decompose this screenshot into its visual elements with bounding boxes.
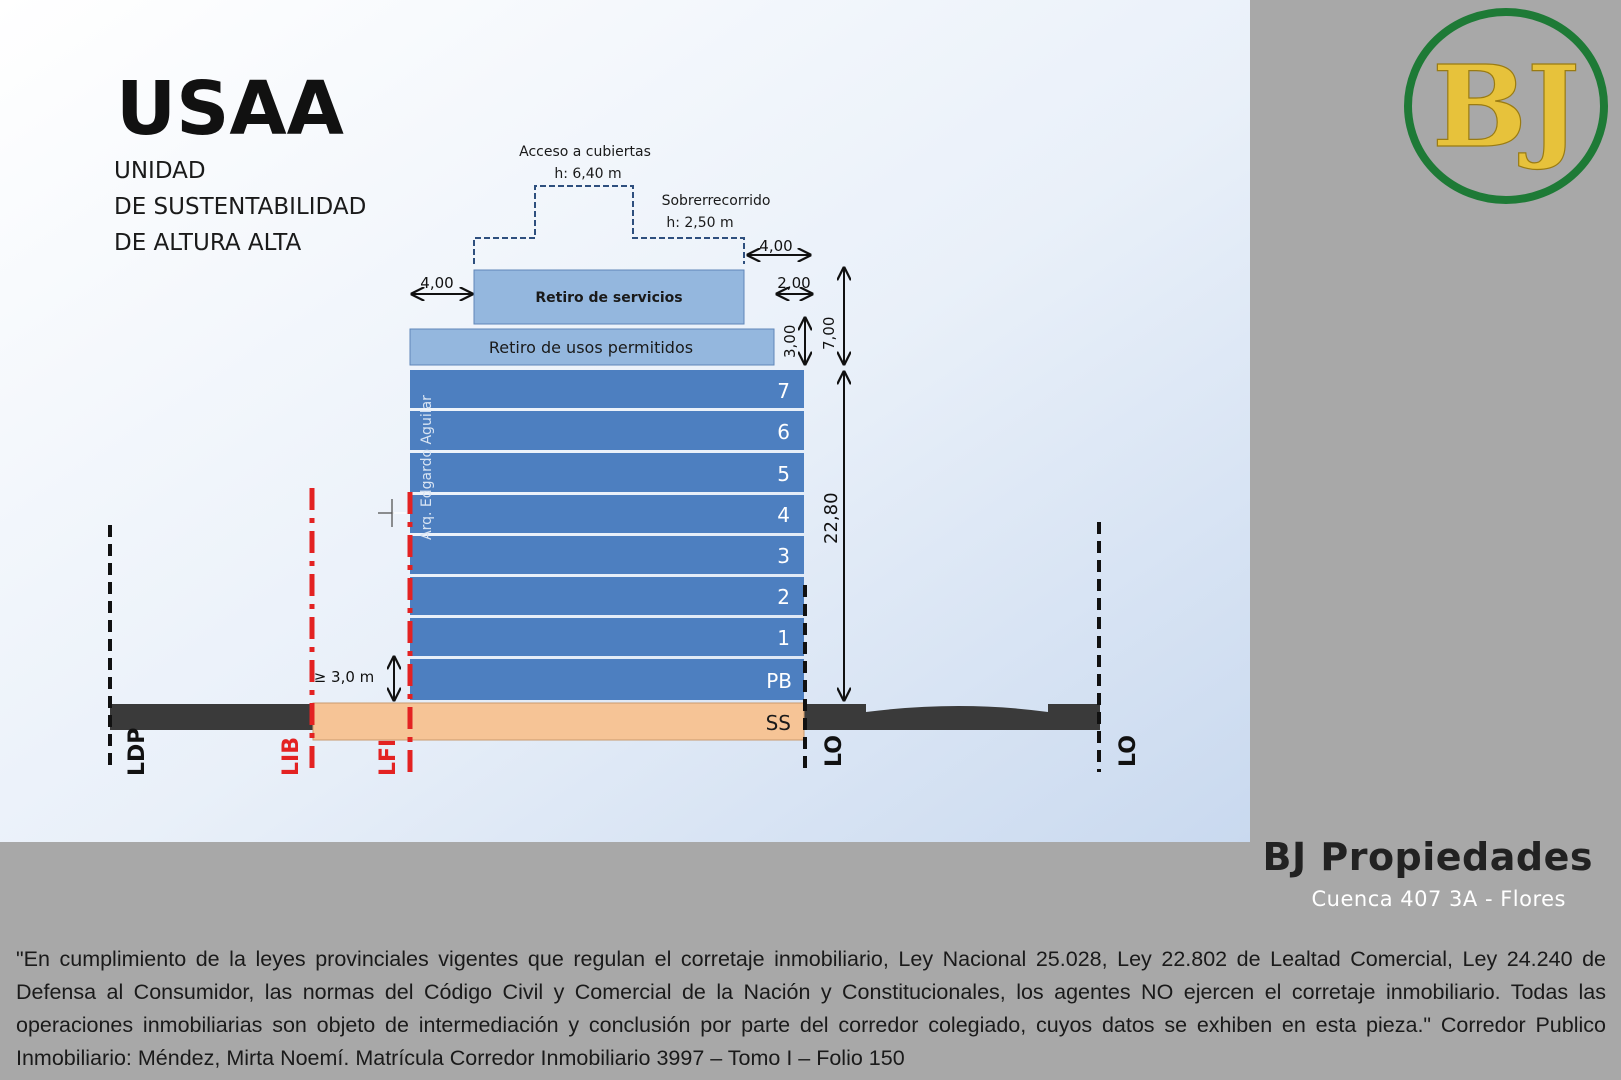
ground-right <box>804 704 1100 730</box>
floor-2-label: 2 <box>777 585 790 609</box>
dim-main-height-label: 22,80 <box>821 492 842 544</box>
brand-address: Cuenca 407 3A - Flores <box>1311 887 1566 911</box>
floor-3 <box>410 536 804 574</box>
legal-disclaimer: "En cumplimiento de la leyes provinciales vigentes que regulan el corretaje inmobiliario, Ley Nacional 25.028, Ley 22.802 de Lealtad Comercial, Ley 24.240 de Defensa al Consumidor, las normas del Código Civil y Comercial de la Nación y Constitucionales, los agentes NO ejercen el corretaje inmobiliario. Todas las operaciones inmobiliarias son objeto de intermediación y conclusión por parte del corredor colegiado, cuyos datos se exhiben en esta pieza." Corredor Publico Inmobiliario: Méndez, Mirta Noemí. Matrícula Corredor Inmobiliario 3997 – Tomo I – Folio 150 <box>16 947 1606 1070</box>
basement-label: SS <box>765 711 791 735</box>
floor-5 <box>410 453 804 492</box>
basement-box <box>313 703 804 740</box>
floor-1-label: 1 <box>777 626 790 650</box>
floor-4-label: 4 <box>777 503 790 527</box>
dim-left-setback-label: 4,00 <box>420 274 454 292</box>
title-line-3: DE ALTURA ALTA <box>114 230 302 256</box>
bj-logo <box>1402 6 1610 206</box>
title-acronym: USAA <box>116 66 344 152</box>
sobre-label: Sobrerrecorrido <box>661 193 771 209</box>
floor-7-label: 7 <box>777 379 790 403</box>
vertical-name: Arq. Edgardo Aguilar <box>419 395 435 540</box>
title-line-2: DE SUSTENTABILIDAD <box>114 194 367 220</box>
dim-usos-label: 3,00 <box>781 324 799 358</box>
acceso-label: Acceso a cubiertas <box>519 144 651 160</box>
floor-pb-label: PB <box>766 669 792 693</box>
lo-label-2: LO <box>1116 735 1141 767</box>
lfi-label: LFI <box>376 738 401 776</box>
sobre-height: h: 2,50 m <box>666 215 734 231</box>
floor-5-label: 5 <box>777 462 790 486</box>
floor-2 <box>410 577 804 615</box>
floor-7 <box>410 370 804 408</box>
floor-4 <box>410 495 804 533</box>
lib-label: LIB <box>279 737 304 776</box>
acceso-height: h: 6,40 m <box>554 166 622 182</box>
floor-6-label: 6 <box>777 420 790 444</box>
floor-pb <box>410 659 804 700</box>
title-line-1: UNIDAD <box>114 158 206 184</box>
floor-1 <box>410 618 804 656</box>
dim-ground-clear-label: ≥ 3,0 m <box>313 668 375 686</box>
logo-monogram: BJ <box>1432 42 1580 173</box>
floor-3-label: 3 <box>777 544 790 568</box>
ldp-label: LDP <box>125 727 150 776</box>
dim-top-right-label: 4,00 <box>759 237 793 255</box>
brand-name: BJ Propiedades <box>1262 835 1593 879</box>
retiro-usos-label: Retiro de usos permitidos <box>488 338 694 357</box>
lo-label-1: LO <box>822 735 847 767</box>
floor-6 <box>410 411 804 450</box>
retiro-servicios-label: Retiro de servicios <box>535 290 683 306</box>
dim-top-height-label: 7,00 <box>820 316 838 350</box>
dim-right-setback-label: 2,00 <box>777 274 811 292</box>
ground-left <box>110 704 314 730</box>
